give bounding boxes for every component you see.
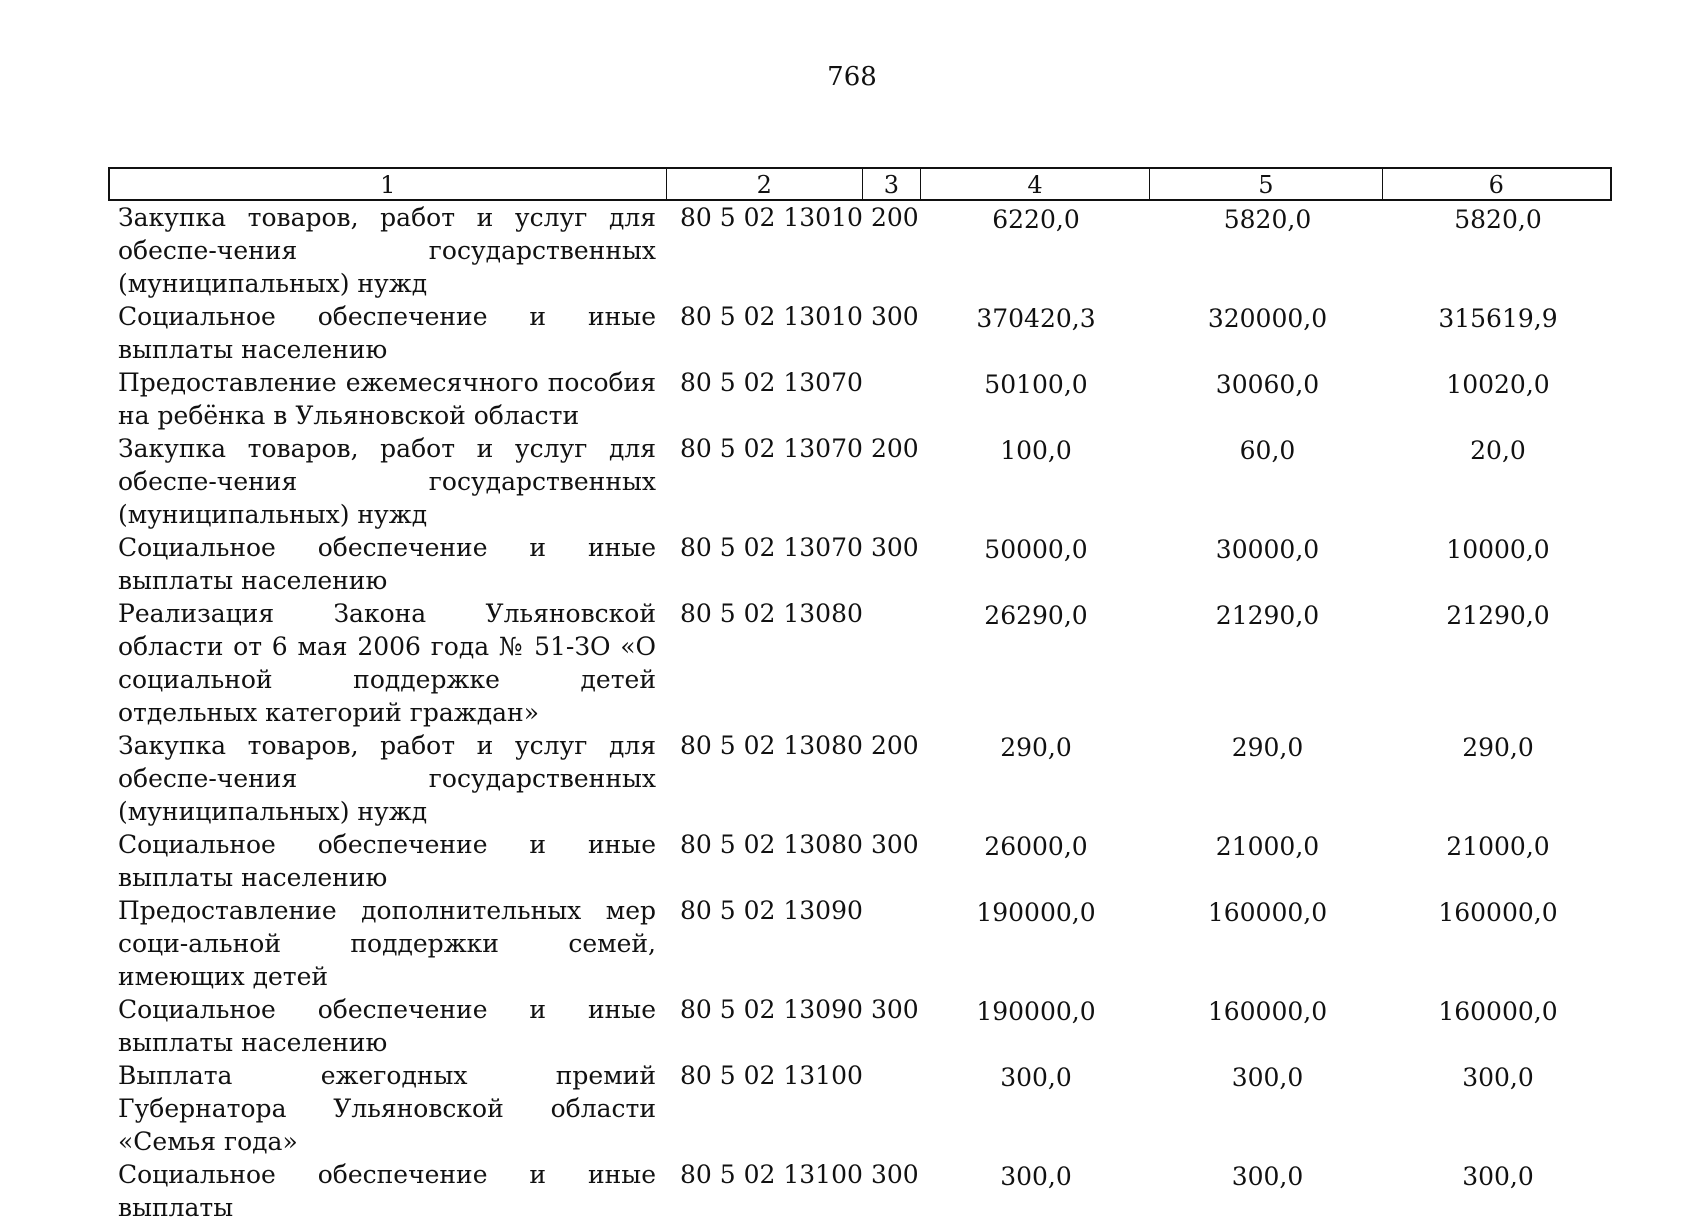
table-row xyxy=(108,894,1612,993)
row-value-4: 100,0 xyxy=(1000,436,1072,465)
row-name: Социальное обеспечение и иные выплаты населению xyxy=(118,830,656,892)
row-value-6: 5820,0 xyxy=(1454,205,1542,234)
row-value-4: 26000,0 xyxy=(984,832,1088,861)
row-value-5: 5820,0 xyxy=(1223,205,1312,234)
row-code: 80 5 02 13080 xyxy=(680,599,863,628)
column-header-2: 2 xyxy=(667,169,863,199)
column-header-5: 5 xyxy=(1150,169,1382,199)
column-header-4: 4 xyxy=(921,169,1150,199)
row-value-6: 160000,0 xyxy=(1438,898,1558,927)
column-header-3: 3 xyxy=(863,169,921,199)
row-code: 80 5 02 13100 xyxy=(680,1160,863,1189)
row-name: Предоставление ежемесячного пособия на ребёнка в Ульяновской области xyxy=(118,368,656,430)
row-type: 200 xyxy=(871,731,919,760)
row-code: 80 5 02 13070 xyxy=(680,434,863,463)
row-value-5: 300,0 xyxy=(1231,1063,1304,1092)
row-value-6: 300,0 xyxy=(1462,1162,1534,1191)
row-value-4: 300,0 xyxy=(1000,1063,1072,1092)
table-row xyxy=(108,366,1612,432)
row-value-4: 370420,3 xyxy=(976,304,1096,333)
row-value-6: 21000,0 xyxy=(1446,832,1550,861)
row-value-5: 160000,0 xyxy=(1207,997,1328,1026)
row-value-4: 190000,0 xyxy=(976,997,1096,1026)
page-number: 768 xyxy=(827,62,877,92)
row-name: Социальное обеспечение и иные выплаты населению xyxy=(118,533,656,595)
row-value-4: 6220,0 xyxy=(992,205,1080,234)
table-row xyxy=(108,597,1612,729)
table-row xyxy=(108,828,1612,894)
row-type xyxy=(863,1059,921,1158)
row-code: 80 5 02 13080 xyxy=(680,731,863,760)
column-header-1: 1 xyxy=(110,169,667,199)
column-header-6: 6 xyxy=(1488,171,1504,199)
row-value-5: 60,0 xyxy=(1239,436,1296,465)
row-value-5: 160000,0 xyxy=(1207,898,1328,927)
row-type xyxy=(863,894,921,993)
table-row xyxy=(108,432,1612,531)
row-code: 80 5 02 13070 xyxy=(680,533,863,562)
row-name: Закупка товаров, работ и услуг для обеспе-чения государственных (муниципальных) нужд xyxy=(118,731,656,826)
row-name: Социальное обеспечение и иные выплаты населению xyxy=(118,995,656,1057)
row-value-6: 21290,0 xyxy=(1446,601,1550,630)
table-row xyxy=(108,1158,1612,1224)
row-value-5: 290,0 xyxy=(1231,733,1304,762)
row-name: Выплата ежегодных премий Губернатора Ульяновской области «Семья года» xyxy=(118,1061,656,1156)
table-row xyxy=(108,201,1612,300)
row-type: 300 xyxy=(871,995,919,1024)
row-value-4: 50000,0 xyxy=(984,535,1088,564)
row-type: 300 xyxy=(871,1160,919,1189)
row-code: 80 5 02 13070 xyxy=(680,368,863,397)
row-value-4: 50100,0 xyxy=(984,370,1088,399)
row-value-5: 300,0 xyxy=(1231,1162,1304,1191)
row-type: 300 xyxy=(871,830,919,859)
row-value-4: 26290,0 xyxy=(984,601,1088,630)
row-name: Социальное обеспечение и иные выплаты xyxy=(118,1160,656,1222)
row-value-5: 30000,0 xyxy=(1215,535,1320,564)
row-type: 300 xyxy=(871,302,919,331)
table-row xyxy=(108,1059,1612,1158)
table-header xyxy=(108,167,1612,201)
row-name: Закупка товаров, работ и услуг для обеспе-чения государственных (муниципальных) нужд xyxy=(118,434,656,529)
row-value-5: 30060,0 xyxy=(1215,370,1320,399)
row-value-6: 160000,0 xyxy=(1438,997,1558,1026)
table-row xyxy=(108,300,1612,366)
row-value-6: 290,0 xyxy=(1462,733,1534,762)
row-name: Реализация Закона Ульяновской области от 6 мая 2006 года № 51-ЗО «О социальной поддержке детей отдельных категорий граждан» xyxy=(118,599,656,727)
row-value-6: 10020,0 xyxy=(1446,370,1550,399)
row-value-6: 20,0 xyxy=(1470,436,1526,465)
row-code: 80 5 02 13080 xyxy=(680,830,863,859)
row-value-4: 290,0 xyxy=(1000,733,1072,762)
row-code: 80 5 02 13100 xyxy=(680,1061,863,1090)
row-value-4: 300,0 xyxy=(1000,1162,1072,1191)
row-type: 200 xyxy=(871,434,919,463)
row-name: Закупка товаров, работ и услуг для обеспе-чения государственных (муниципальных) нужд xyxy=(118,203,656,298)
row-type: 300 xyxy=(871,533,919,562)
row-code: 80 5 02 13010 xyxy=(680,203,863,232)
row-type xyxy=(863,597,921,729)
table-body xyxy=(108,201,1612,1224)
row-value-6: 315619,9 xyxy=(1438,304,1558,333)
row-code: 80 5 02 13010 xyxy=(680,302,863,331)
row-value-5: 21000,0 xyxy=(1215,832,1320,861)
row-name: Социальное обеспечение и иные выплаты населению xyxy=(118,302,656,364)
table-row xyxy=(108,531,1612,597)
row-name: Предоставление дополнительных мер соци-альной поддержки семей, имеющих детей xyxy=(118,896,656,991)
row-value-5: 320000,0 xyxy=(1207,304,1328,333)
row-value-6: 300,0 xyxy=(1462,1063,1534,1092)
row-type xyxy=(863,366,921,432)
row-code: 80 5 02 13090 xyxy=(680,896,863,925)
row-value-6: 10000,0 xyxy=(1446,535,1550,564)
table-row xyxy=(108,993,1612,1059)
row-value-4: 190000,0 xyxy=(976,898,1096,927)
row-type: 200 xyxy=(871,203,919,232)
row-value-5: 21290,0 xyxy=(1215,601,1320,630)
row-code: 80 5 02 13090 xyxy=(680,995,863,1024)
table-row xyxy=(108,729,1612,828)
